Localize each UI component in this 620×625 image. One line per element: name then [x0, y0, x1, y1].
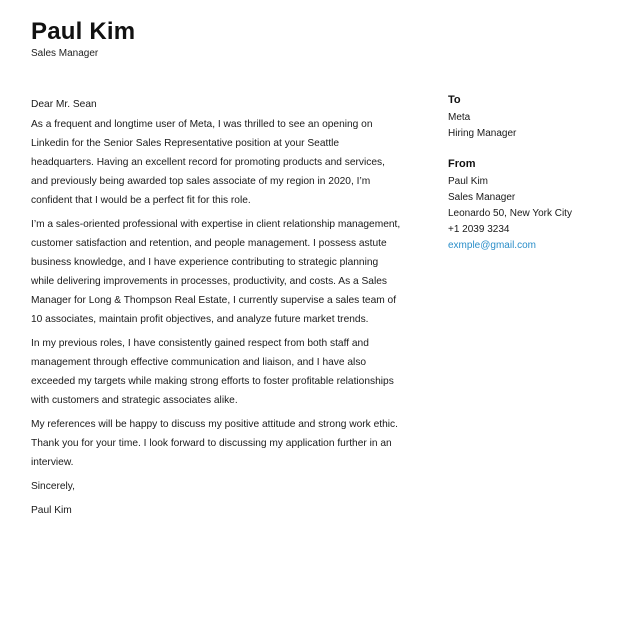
closing: Sincerely,	[31, 481, 75, 492]
recipient-heading: To	[448, 94, 461, 106]
sender-heading: From	[448, 158, 476, 170]
contact-sidebar	[448, 92, 598, 268]
letter-paragraph-1: As a frequent and longtime user of Meta, I was thrilled to see an opening on Linkedin for the Senior Sales Representative position at your Seattle headquarters. Having an excellent record for promoting products and services, and previously being awarded top sales associate of my region in 2020, I’m confident that I would be a perfect fit for this role.	[31, 119, 385, 206]
recipient-role: Hiring Manager	[448, 128, 517, 139]
letter-header	[31, 16, 135, 60]
sender-email-link[interactable]: exmple@gmail.com	[448, 240, 536, 251]
sender-name: Paul Kim	[448, 176, 489, 187]
letter-paragraph-3: In my previous roles, I have consistently gained respect from both staff and management through effective communication and liaison, and I have also exceeded my targets while making strong efforts to foster profitable relationships with customers and strategic associates alike.	[31, 338, 394, 406]
letter-body	[31, 95, 403, 520]
letter-paragraph-4: My references will be happy to discuss my positive attitude and strong work ethic. Thank you for your time. I look forward to discussing my application further in an interview.	[31, 419, 398, 468]
signature: Paul Kim	[31, 505, 72, 516]
sender-name-heading: Paul Kim	[31, 18, 136, 45]
sender-block	[448, 156, 598, 254]
sender-address: Leonardo 50, New York City	[448, 208, 572, 219]
recipient-company: Meta	[448, 112, 471, 123]
sender-title: Sales Manager	[448, 192, 516, 203]
salutation: Dear Mr. Sean	[31, 99, 97, 110]
letter-paragraph-2: I’m a sales-oriented professional with expertise in client relationship management, customer satisfaction and retention, and people management. I possess astute business knowledge, and I have experience contributing to strategic planning while delivering improvements in processes, productivity, and costs. As a Sales Manager for Long & Thompson Real Estate, I currently supervise a sales team of 10 associates, maintain profit objectives, and analyze future market trends.	[31, 219, 401, 325]
sender-job-title: Sales Manager	[31, 48, 99, 59]
recipient-block	[448, 92, 598, 142]
sender-phone: +1 2039 3234	[448, 224, 510, 235]
